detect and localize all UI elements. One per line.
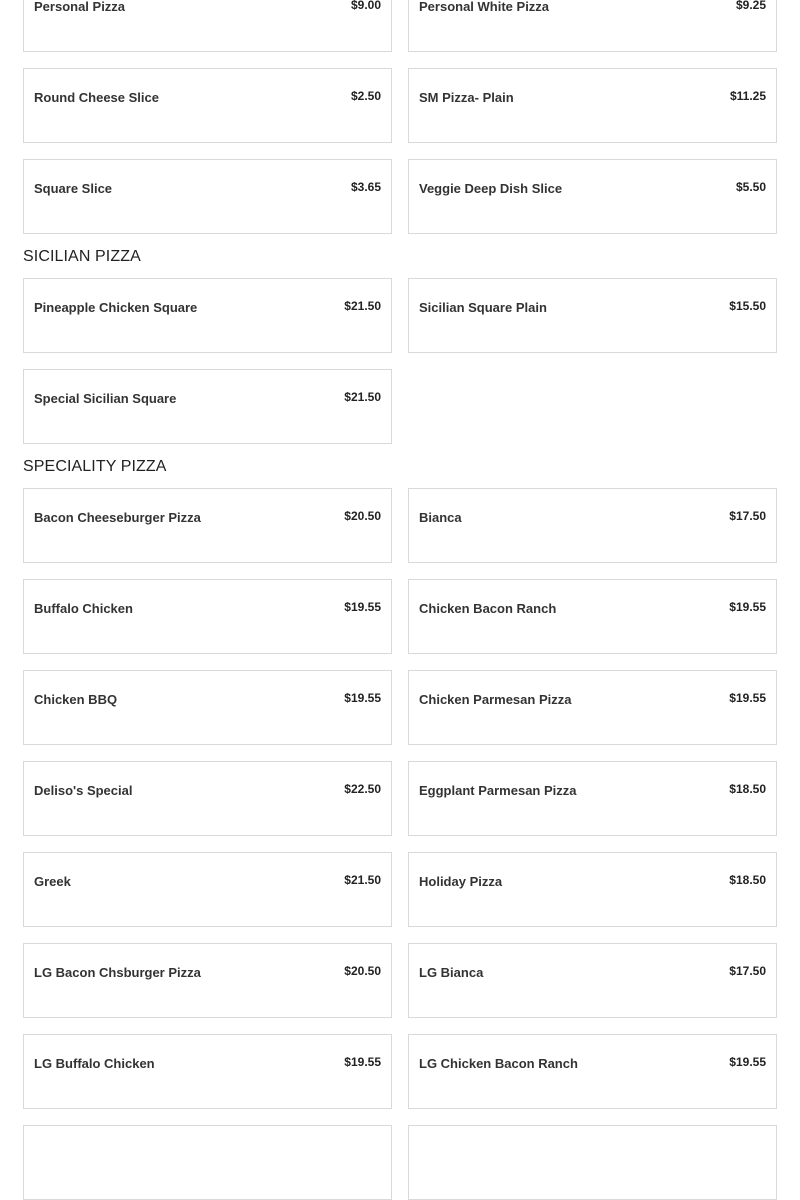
menu-item-price: $11.25 xyxy=(729,89,766,103)
menu-item-name: Eggplant Parmesan Pizza xyxy=(419,783,577,798)
section-title-sicilian-pizza: SICILIAN PIZZA xyxy=(23,248,141,265)
menu-item-price: $3.65 xyxy=(350,180,381,194)
menu-item-price: $18.50 xyxy=(729,782,766,796)
menu-item-name: LG Chicken Bacon Ranch xyxy=(419,1056,578,1071)
menu-item-name: Buffalo Chicken xyxy=(34,601,133,616)
menu-grid-sicilian-pizza xyxy=(23,278,777,444)
menu-item-name: Bacon Cheeseburger Pizza xyxy=(34,510,201,525)
menu-item-price: $22.50 xyxy=(344,782,381,796)
menu-item-price: $20.50 xyxy=(344,964,381,978)
menu-item-price: $17.50 xyxy=(729,964,766,978)
menu-item-price: $19.55 xyxy=(344,600,381,614)
menu-item-price: $19.55 xyxy=(729,691,766,705)
menu-item-card[interactable] xyxy=(408,943,777,1018)
menu-item-card[interactable] xyxy=(23,68,392,143)
menu-item-card[interactable] xyxy=(23,488,392,563)
menu-item-name: Pineapple Chicken Square xyxy=(34,300,198,315)
menu-item-name: Bianca xyxy=(419,510,462,525)
menu-item-card[interactable] xyxy=(23,579,392,654)
menu-item-card[interactable] xyxy=(408,761,777,836)
menu-item-name: Sicilian Square Plain xyxy=(419,300,547,315)
menu-item-card[interactable] xyxy=(408,579,777,654)
menu-item-card[interactable] xyxy=(23,0,392,52)
menu-item-card[interactable] xyxy=(23,670,392,745)
menu-grid-speciality-pizza xyxy=(23,488,777,1200)
menu-item-name: Round Cheese Slice xyxy=(34,90,159,105)
menu-item-card[interactable] xyxy=(23,761,392,836)
menu-item-card[interactable] xyxy=(23,1034,392,1109)
menu-item-card[interactable] xyxy=(408,670,777,745)
menu-item-price: $9.25 xyxy=(735,0,766,12)
menu-item-name: Chicken Bacon Ranch xyxy=(419,601,557,616)
menu-item-price: $19.55 xyxy=(344,691,381,705)
menu-item-price: $19.55 xyxy=(729,600,766,614)
menu-grid-pizza xyxy=(23,0,777,234)
menu-item-card[interactable] xyxy=(408,852,777,927)
menu-item-name: Chicken Parmesan Pizza xyxy=(419,692,572,707)
menu-item-price: $9.00 xyxy=(350,0,381,12)
menu-item-name: Special Sicilian Square xyxy=(34,391,177,406)
menu-item-name: LG Buffalo Chicken xyxy=(34,1056,155,1071)
menu-item-name: Holiday Pizza xyxy=(419,874,503,889)
menu-item-price: $21.50 xyxy=(344,390,381,404)
menu-item-name: Deliso's Special xyxy=(34,783,133,798)
menu-item-name: LG Bacon Chsburger Pizza xyxy=(34,965,201,980)
menu-item-card[interactable] xyxy=(23,852,392,927)
menu-item-card[interactable] xyxy=(408,1125,777,1200)
menu-item-name: Chicken BBQ xyxy=(34,692,118,707)
menu-item-price: $19.55 xyxy=(344,1055,381,1069)
menu-item-card[interactable] xyxy=(408,1034,777,1109)
menu-item-price: $5.50 xyxy=(735,180,766,194)
menu-item-price: $21.50 xyxy=(344,299,381,313)
menu-item-price: $18.50 xyxy=(729,873,766,887)
menu-item-name: Square Slice xyxy=(34,181,113,196)
menu-item-name: LG Bianca xyxy=(419,965,484,980)
menu-item-price: $2.50 xyxy=(350,89,381,103)
menu-item-card[interactable] xyxy=(408,68,777,143)
menu-item-name: Personal White Pizza xyxy=(419,0,550,14)
menu-item-card[interactable] xyxy=(23,1125,392,1200)
menu-item-name: SM Pizza- Plain xyxy=(419,90,514,105)
menu-item-card[interactable] xyxy=(408,159,777,234)
menu-item-price: $17.50 xyxy=(729,509,766,523)
menu-item-name: Personal Pizza xyxy=(34,0,126,14)
menu-item-card[interactable] xyxy=(408,0,777,52)
menu-item-price: $20.50 xyxy=(344,509,381,523)
menu-item-card[interactable] xyxy=(408,488,777,563)
menu-item-price: $21.50 xyxy=(344,873,381,887)
menu-item-card[interactable] xyxy=(23,369,392,444)
menu-item-card[interactable] xyxy=(23,943,392,1018)
menu-item-card[interactable] xyxy=(23,159,392,234)
menu-item-price: $19.55 xyxy=(729,1055,766,1069)
menu-item-card[interactable] xyxy=(408,278,777,353)
menu-item-card[interactable] xyxy=(23,278,392,353)
menu-item-price: $15.50 xyxy=(729,299,766,313)
menu-item-name: Greek xyxy=(34,874,71,889)
section-title-speciality-pizza: SPECIALITY PIZZA xyxy=(23,458,167,475)
menu-item-name: Veggie Deep Dish Slice xyxy=(419,181,563,196)
